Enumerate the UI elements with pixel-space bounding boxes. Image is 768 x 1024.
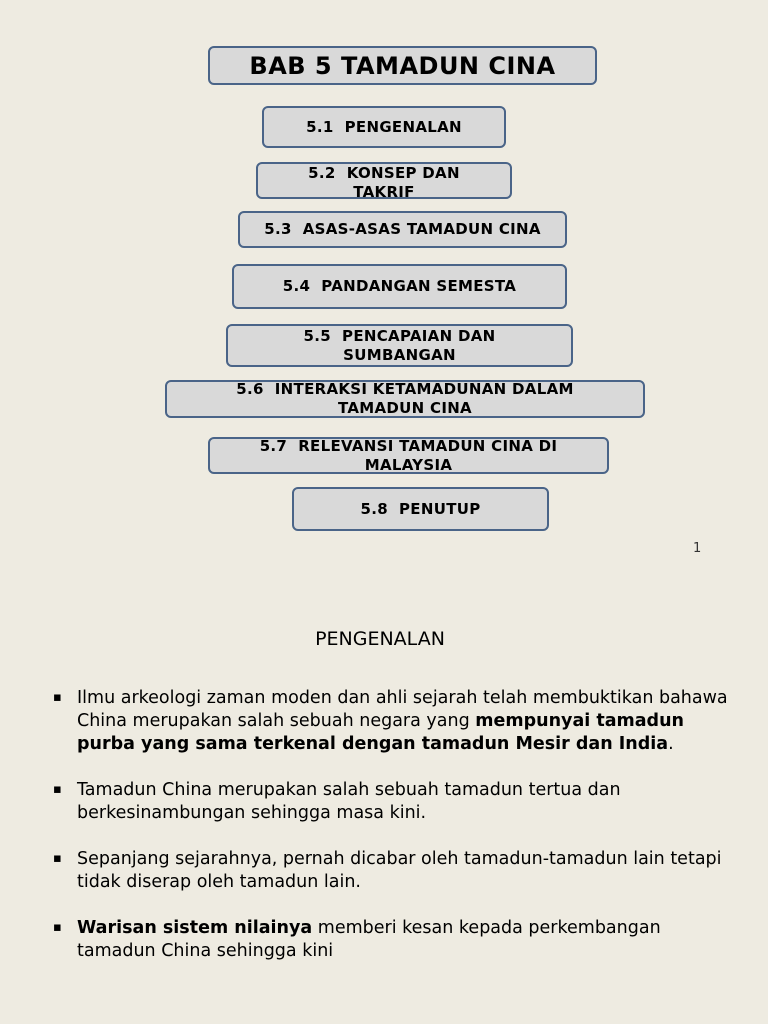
list-item (53, 687, 743, 756)
list-item (53, 917, 743, 963)
chapter-title: BAB 5 TAMADUN CINA (208, 46, 597, 85)
bullet-bold-text: Warisan sistem nilainya (77, 918, 313, 938)
bullet-text-end: . (668, 734, 674, 754)
bullet-list (53, 687, 743, 986)
toc-item-5-5[interactable]: 5.5 PENCAPAIAN DAN SUMBANGAN (226, 324, 573, 367)
toc-item-5-3[interactable]: 5.3 ASAS-ASAS TAMADUN CINA (238, 211, 567, 248)
toc-item-5-7[interactable]: 5.7 RELEVANSI TAMADUN CINA DI MALAYSIA (208, 437, 609, 474)
toc-item-5-8[interactable]: 5.8 PENUTUP (292, 487, 549, 531)
bullet-icon: ▪ (53, 782, 62, 797)
bullet-text: Ilmu arkeologi zaman moden dan ahli sejarah telah membuktikan bahawa China merupakan salah sebuah negara yang (77, 688, 728, 731)
bullet-text: Tamadun China merupakan salah sebuah tamadun tertua dan berkesinambungan sehingga masa kini. (77, 780, 621, 823)
toc-item-5-1[interactable]: 5.1 PENGENALAN (262, 106, 506, 148)
section-heading: PENGENALAN (315, 628, 445, 650)
list-item (53, 779, 743, 825)
bullet-icon: ▪ (53, 851, 62, 866)
bullet-text-end: memberi kesan kepada perkembangan tamadun China sehingga kini (77, 918, 661, 961)
list-item (53, 848, 743, 894)
toc-item-5-4[interactable]: 5.4 PANDANGAN SEMESTA (232, 264, 567, 309)
page-number: 1 (693, 541, 702, 556)
bullet-text: Sepanjang sejarahnya, pernah dicabar oleh tamadun-tamadun lain tetapi tidak diserap oleh tamadun lain. (77, 849, 722, 892)
bullet-icon: ▪ (53, 920, 62, 935)
toc-item-5-6[interactable]: 5.6 INTERAKSI KETAMADUNAN DALAM TAMADUN CINA (165, 380, 645, 418)
bullet-bold-text: mempunyai tamadun purba yang sama terkenal dengan tamadun Mesir dan India (77, 711, 685, 754)
bullet-icon: ▪ (53, 690, 62, 705)
toc-item-5-2[interactable]: 5.2 KONSEP DAN TAKRIF (256, 162, 512, 199)
